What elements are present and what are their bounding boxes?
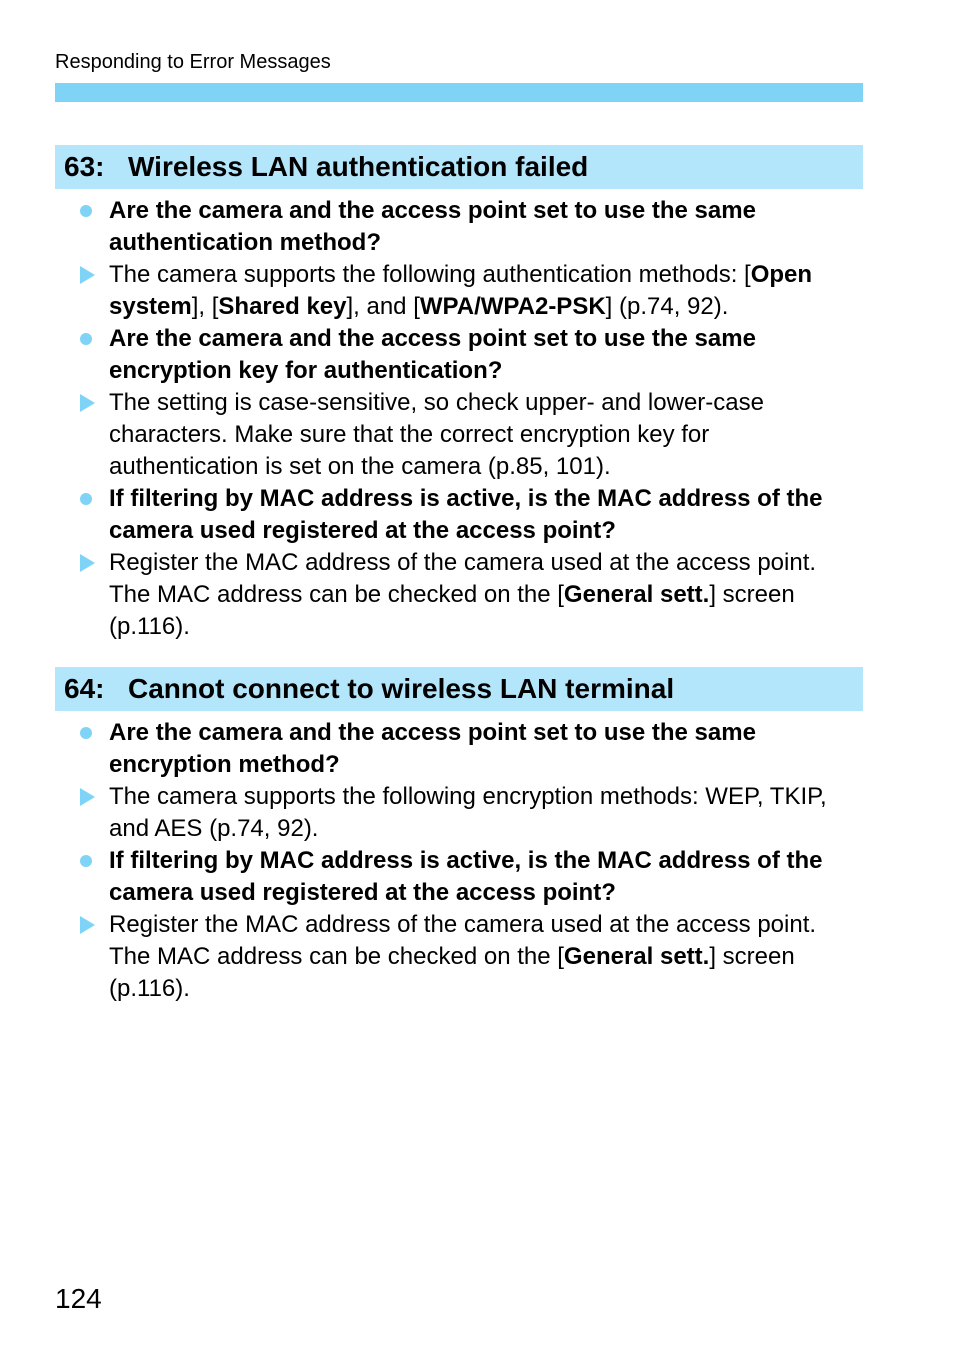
solution-item [55, 259, 863, 323]
section-64 [55, 667, 863, 1005]
solution-text: Register the MAC address of the camera used at the access point. The MAC address can be checked on the [ [109, 549, 817, 608]
check-text: If filtering by MAC address is active, is the MAC address of the camera used registered at the access point? [109, 485, 823, 544]
item-list [55, 711, 863, 1005]
solution-text: ] screen (p.116). [109, 943, 795, 1002]
section-header [55, 145, 863, 189]
solution-text: ], and [ [346, 293, 420, 320]
arrow-right-icon [80, 266, 95, 284]
check-item [55, 323, 863, 387]
check-item [55, 483, 863, 547]
solution-text: ] screen (p.116). [109, 581, 795, 640]
check-item [55, 195, 863, 259]
check-text: Are the camera and the access point set to use the same encryption method? [109, 719, 756, 778]
header-bar [55, 83, 863, 102]
solution-text: The camera supports the following authentication methods: [ [109, 261, 751, 288]
solution-item [55, 781, 863, 845]
section-63 [55, 145, 863, 643]
solution-text: The camera supports the following encryption methods: WEP, TKIP, and AES (p.74, 92). [109, 783, 827, 842]
solution-text: Register the MAC address of the camera used at the access point. The MAC address can be checked on the [ [109, 911, 817, 970]
check-text: Are the camera and the access point set to use the same encryption key for authentication? [109, 325, 756, 384]
check-item [55, 717, 863, 781]
solution-text: ], [ [191, 293, 219, 320]
solution-text: ] (p.74, 92). [605, 293, 729, 320]
running-head: Responding to Error Messages [55, 51, 331, 73]
section-number: 63: [64, 151, 105, 182]
check-item [55, 845, 863, 909]
arrow-right-icon [80, 394, 95, 412]
arrow-right-icon [80, 916, 95, 934]
solution-term: WPA/WPA2-PSK [419, 293, 606, 320]
bullet-icon [80, 493, 92, 505]
bullet-icon [80, 205, 92, 217]
check-text: Are the camera and the access point set to use the same authentication method? [109, 197, 756, 256]
solution-term: Shared key [218, 293, 347, 320]
solution-text: The setting is case-sensitive, so check upper- and lower-case characters. Make sure that the correct encryption key for authentication is set on the camera (p.85, 101). [109, 389, 764, 480]
section-title: Cannot connect to wireless LAN terminal [128, 673, 675, 704]
bullet-icon [80, 855, 92, 867]
section-header [55, 667, 863, 711]
solution-item [55, 547, 863, 643]
arrow-right-icon [80, 554, 95, 572]
solution-term: Open system [109, 261, 813, 320]
item-list [55, 189, 863, 643]
bullet-icon [80, 727, 92, 739]
solution-term: General sett. [563, 943, 710, 970]
bullet-icon [80, 333, 92, 345]
page-number: 124 [55, 1283, 102, 1314]
solution-term: General sett. [563, 581, 710, 608]
section-number: 64: [64, 673, 105, 704]
check-text: If filtering by MAC address is active, is the MAC address of the camera used registered at the access point? [109, 847, 823, 906]
solution-item [55, 909, 863, 1005]
solution-item [55, 387, 863, 483]
arrow-right-icon [80, 788, 95, 806]
section-title: Wireless LAN authentication failed [128, 151, 589, 182]
